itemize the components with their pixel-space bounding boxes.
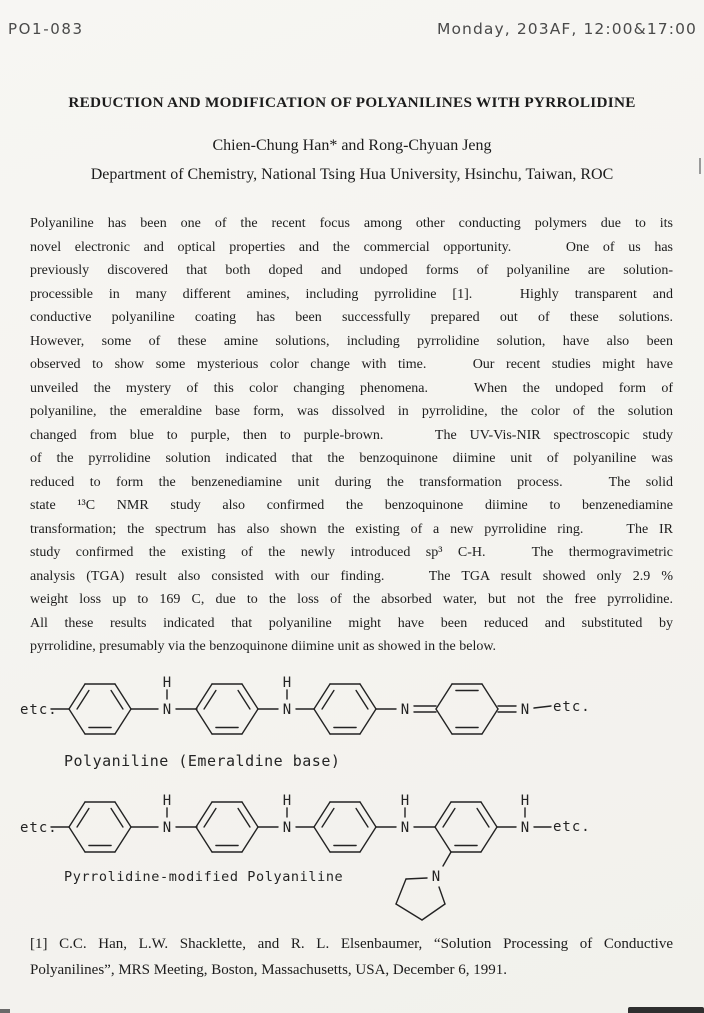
svg-text:etc.: etc. [553,819,591,835]
svg-text:etc.: etc. [20,820,58,836]
abstract-line: novel electronic and optical properties and the commercial opportunity. One of us has [30,239,673,255]
svg-text:H: H [162,675,172,691]
svg-text:N: N [282,820,292,836]
svg-text:N: N [431,869,441,885]
abstract-line: All these results indicated that polyaniline might have been reduced and substituted by [30,615,673,631]
svg-text:N: N [520,820,530,836]
authors-line: Chien-Chung Han* and Rong-Chyuan Jeng [212,137,492,154]
abstract-line: transformation; the spectrum has also shown the existing of a new pyrrolidine ring. The IR [30,521,673,537]
abstract-line: processible in many different amines, including pyrrolidine [1]. Highly transparent and [30,286,673,302]
abstract-line: previously discovered that both doped and undoped forms of polyaniline are solution- [30,263,673,278]
page-header [8,20,697,38]
polyaniline-emeraldine-structure-diagram [0,668,660,756]
abstract-line: polyaniline, the emeraldine base form, was dissolved in pyrrolidine, the color of the solution [30,404,673,419]
svg-text:H: H [162,793,172,809]
scan-artifact [0,1009,10,1013]
abstract-line: pyrrolidine, presumably via the benzoquinone diimine unit as showed in the below. [30,639,497,654]
abstract-line: However, some of these amine solutions, including pyrrolidine solution, have also been [30,333,673,349]
abstract-text [30,212,673,659]
abstract-line: analysis (TGA) result also consisted with our finding. The TGA result showed only 2.9 % [30,568,673,584]
svg-text:H: H [282,793,292,809]
scan-artifact [699,158,701,174]
abstract-line: unveiled the mystery of this color changing phenomena. When the undoped form of [30,380,673,396]
reference-line: [1] C.C. Han, L.W. Shacklette, and R. L. Elsenbaumer, “Solution Processing of Conductive [30,936,673,952]
scan-artifact [628,1007,704,1013]
abstract-line: weight loss up to 169 C, due to the loss of the absorbed water, but not the free pyrrolidine. [30,592,673,607]
abstract-line: observed to show some mysterious color change with time. Our recent studies might have [30,357,673,372]
svg-text:N: N [400,820,410,836]
reference-text [30,932,673,983]
abstract-line: of the pyrrolidine solution indicated that the benzoquinone diimine unit of polyaniline was [30,451,673,466]
paper-title: REDUCTION AND MODIFICATION OF POLYANILINES WITH PYRROLIDINE [68,94,636,111]
svg-text:N: N [282,702,292,718]
svg-text:H: H [520,793,530,809]
svg-text:etc.: etc. [20,702,58,718]
svg-text:H: H [282,675,292,691]
abstract-line: reduced to form the benzenediamine unit during the transformation process. The solid [30,474,673,490]
abstract-line: Polyaniline has been one of the recent focus among other conducting polymers due to its [30,216,673,231]
structure2-caption: Pyrrolidine-modified Polyaniline [64,869,344,885]
abstract-line: state ¹³C NMR study also confirmed the benzoquinone diimine to benzenediamine [30,498,673,513]
abstract-line: changed from blue to purple, then to purple-brown. The UV-Vis-NIR spectroscopic study [30,427,673,443]
pyrrolidine-modified-polyaniline-structure-diagram [0,782,660,934]
svg-text:N: N [162,820,172,836]
svg-text:N: N [400,702,410,718]
abstract-line: study confirmed the existing of the newly introduced sp³ C-H. The thermogravimetric [30,545,673,560]
paper-number: PO1-083 [8,20,84,38]
svg-text:H: H [400,793,410,809]
abstract-line: conductive polyaniline coating has been successfully prepared out of these solutions. [30,310,673,325]
svg-text:etc.: etc. [553,699,591,715]
session-schedule: Monday, 203AF, 12:00&17:00 [436,20,697,38]
structure1-caption: Polyaniline (Emeraldine base) [64,752,341,770]
reference-line: Polyanilines”, MRS Meeting, Boston, Massachusetts, USA, December 6, 1991. [30,961,508,978]
svg-text:N: N [162,702,172,718]
svg-text:N: N [520,702,530,718]
affiliation-line: Department of Chemistry, National Tsing Hua University, Hsinchu, Taiwan, ROC [90,166,614,183]
